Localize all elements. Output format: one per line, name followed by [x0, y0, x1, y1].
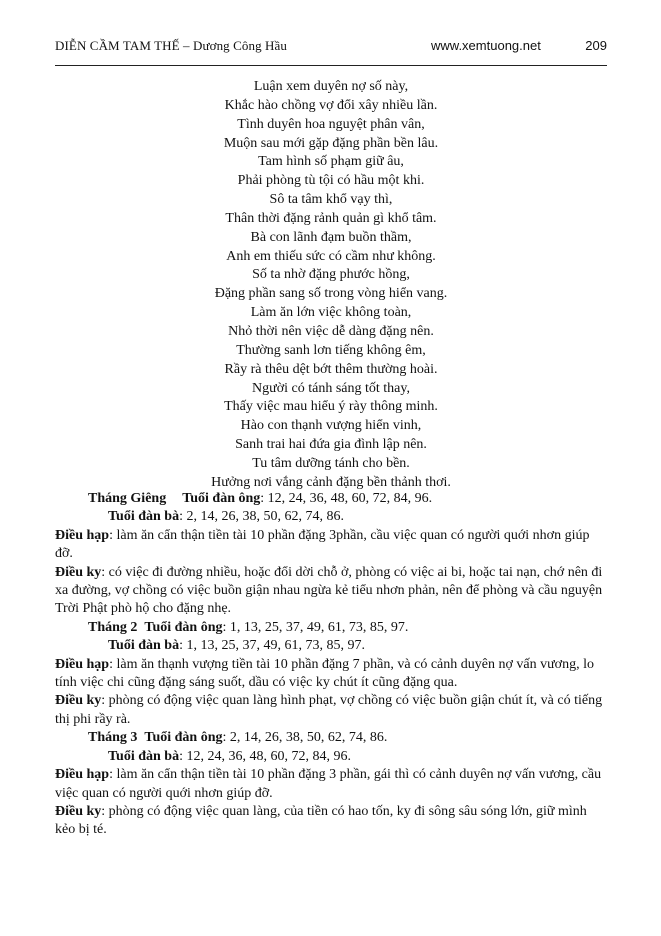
favorable-text: : làm ăn cẩn thận tiền tài 10 phần đặng 3phần, cầu việc quan có người quới nhơn giúp đỡ.: [55, 527, 590, 562]
women-ages: : 12, 24, 36, 48, 60, 72, 84, 96.: [179, 748, 351, 764]
men-ages-label: Tuổi đàn ông: [144, 619, 223, 635]
favorable-text: : làm ăn cẩn thận tiền tài 10 phần đặng 3 phần, gái thì có cảnh duyên nợ vấn vương, cầu việc quan có người quới nhơn giúp đỡ.: [55, 767, 602, 801]
favorable-text: : làm ăn thạnh vượng tiền tài 10 phần đặng 7 phần, và có cảnh duyên nợ vấn vương, lo tính việc chi cũng đặng sáng suốt, dầu có việc ky chút ít cũng đặng qua.: [55, 656, 594, 691]
unfavorable-text: : phòng có động việc quan làng, của tiền có hao tốn, ky đi sông sâu sóng lớn, giữ mình kẻo bị té.: [55, 803, 587, 838]
website-url[interactable]: www.xemtuong.net: [431, 38, 541, 53]
poem-line: Anh em thiếu sức có cầm như không.: [226, 248, 436, 264]
women-ages: : 1, 13, 25, 37, 49, 61, 73, 85, 97.: [179, 638, 365, 654]
favorable-label: Điều hạp: [55, 767, 110, 783]
women-ages-label: Tuổi đàn bà: [108, 748, 180, 764]
poem-line: Hưởng nơi vắng cảnh đặng bền thảnh thơi.: [211, 474, 451, 490]
monthly-forecast: [55, 490, 607, 840]
poem-line: Phải phòng tù tội có hầu một khi.: [237, 173, 425, 189]
poem-line: Nhỏ thời nên việc dễ dàng đặng nên.: [228, 323, 434, 339]
poem-line: Số ta nhờ đặng phước hồng,: [252, 267, 410, 283]
poem-line: Hào con thạnh vượng hiển vinh,: [240, 418, 422, 434]
poem-line: Thân thời đặng rảnh quản gì khổ tâm.: [225, 210, 437, 226]
men-ages-label: Tuổi đàn ông: [182, 491, 261, 506]
women-ages: : 2, 14, 26, 38, 50, 62, 74, 86.: [179, 509, 344, 525]
poem-line: Thấy việc mau hiểu ý rày thông minh.: [224, 399, 438, 415]
unfavorable-text: : có việc đi đường nhiều, hoặc đổi dời chỗ ở, phòng có việc ai bi, hoặc tai nạn, chớ nên đi xa đường, vợ chồng có việc buồn giận nhau ngừa kẻ tiểu nhơn phản, nên để phòng và cầu nguyện Trời Phật phò hộ cho đặng nhẹ.: [55, 564, 603, 617]
women-ages-label: Tuổi đàn bà: [108, 638, 180, 654]
poem-line: Sô ta tâm khổ vạy thì,: [269, 192, 393, 208]
favorable-paragraph: [55, 766, 607, 803]
poem-line: Tình duyên hoa nguyệt phân vân,: [237, 116, 425, 132]
poem-line: Khắc hào chồng vợ đổi xây nhiều lần.: [224, 97, 438, 113]
page-header: [55, 38, 607, 60]
poem-line: Thường sanh lơn tiếng không êm,: [236, 342, 426, 358]
men-ages: : 1, 13, 25, 37, 49, 61, 73, 85, 97.: [222, 619, 409, 635]
month-label: Tháng 2: [88, 619, 138, 635]
men-ages: : 12, 24, 36, 48, 60, 72, 84, 96.: [260, 491, 433, 506]
poem-line: Tam hình số phạm giữ âu,: [258, 154, 404, 170]
unfavorable-paragraph: [55, 564, 607, 619]
women-ages-line: [55, 508, 607, 526]
women-ages-label: Tuổi đàn bà: [108, 509, 180, 525]
unfavorable-text: : phòng có động việc quan làng hình phạt, vợ chồng có việc buồn giận chút ít, và có tiếng thị phi rầy rà.: [55, 693, 603, 727]
month-heading: [55, 729, 607, 747]
month-heading: [55, 490, 607, 508]
men-ages: : 2, 14, 26, 38, 50, 62, 74, 86.: [222, 730, 388, 746]
women-ages-line: [55, 748, 607, 766]
favorable-paragraph: [55, 656, 607, 693]
month-label: Tháng 3: [88, 730, 138, 746]
poem-line: Bà con lãnh đạm buồn thầm,: [250, 229, 412, 245]
page-number: 209: [585, 38, 607, 53]
month-label: Tháng Giêng: [88, 491, 167, 506]
poem-line: Rầy rà thêu dệt bớt thêm thường hoài.: [224, 361, 438, 377]
favorable-label: Điều hạp: [55, 656, 110, 672]
men-ages-label: Tuổi đàn ông: [144, 730, 223, 746]
women-ages-line: [55, 637, 607, 655]
month-heading: [55, 619, 607, 637]
poem-line: Đặng phần sang số trong vòng hiển vang.: [214, 286, 448, 302]
poem-line: Muộn sau mới gặp đặng phần bền lâu.: [223, 135, 439, 151]
poem-line: Tu tâm dưỡng tánh cho bền.: [252, 455, 410, 471]
poem-line: Làm ăn lớn việc không toàn,: [250, 305, 412, 321]
unfavorable-paragraph: [55, 692, 607, 729]
book-title: DIỄN CẦM TAM THẾ – Dương Công Hầu: [55, 38, 287, 53]
poem-line: Sanh trai hai đứa gia đình lập nên.: [235, 437, 427, 453]
poem: [55, 78, 607, 493]
unfavorable-paragraph: [55, 803, 607, 840]
poem-line: Người có tánh sáng tốt thay,: [252, 380, 410, 396]
unfavorable-label: Điều ky: [55, 693, 102, 709]
poem-line: Luận xem duyên nợ số này,: [253, 79, 409, 94]
favorable-label: Điều hạp: [55, 527, 110, 543]
unfavorable-label: Điều ky: [55, 564, 102, 580]
header-divider: [55, 65, 607, 66]
unfavorable-label: Điều ky: [55, 803, 102, 819]
favorable-paragraph: [55, 527, 607, 564]
